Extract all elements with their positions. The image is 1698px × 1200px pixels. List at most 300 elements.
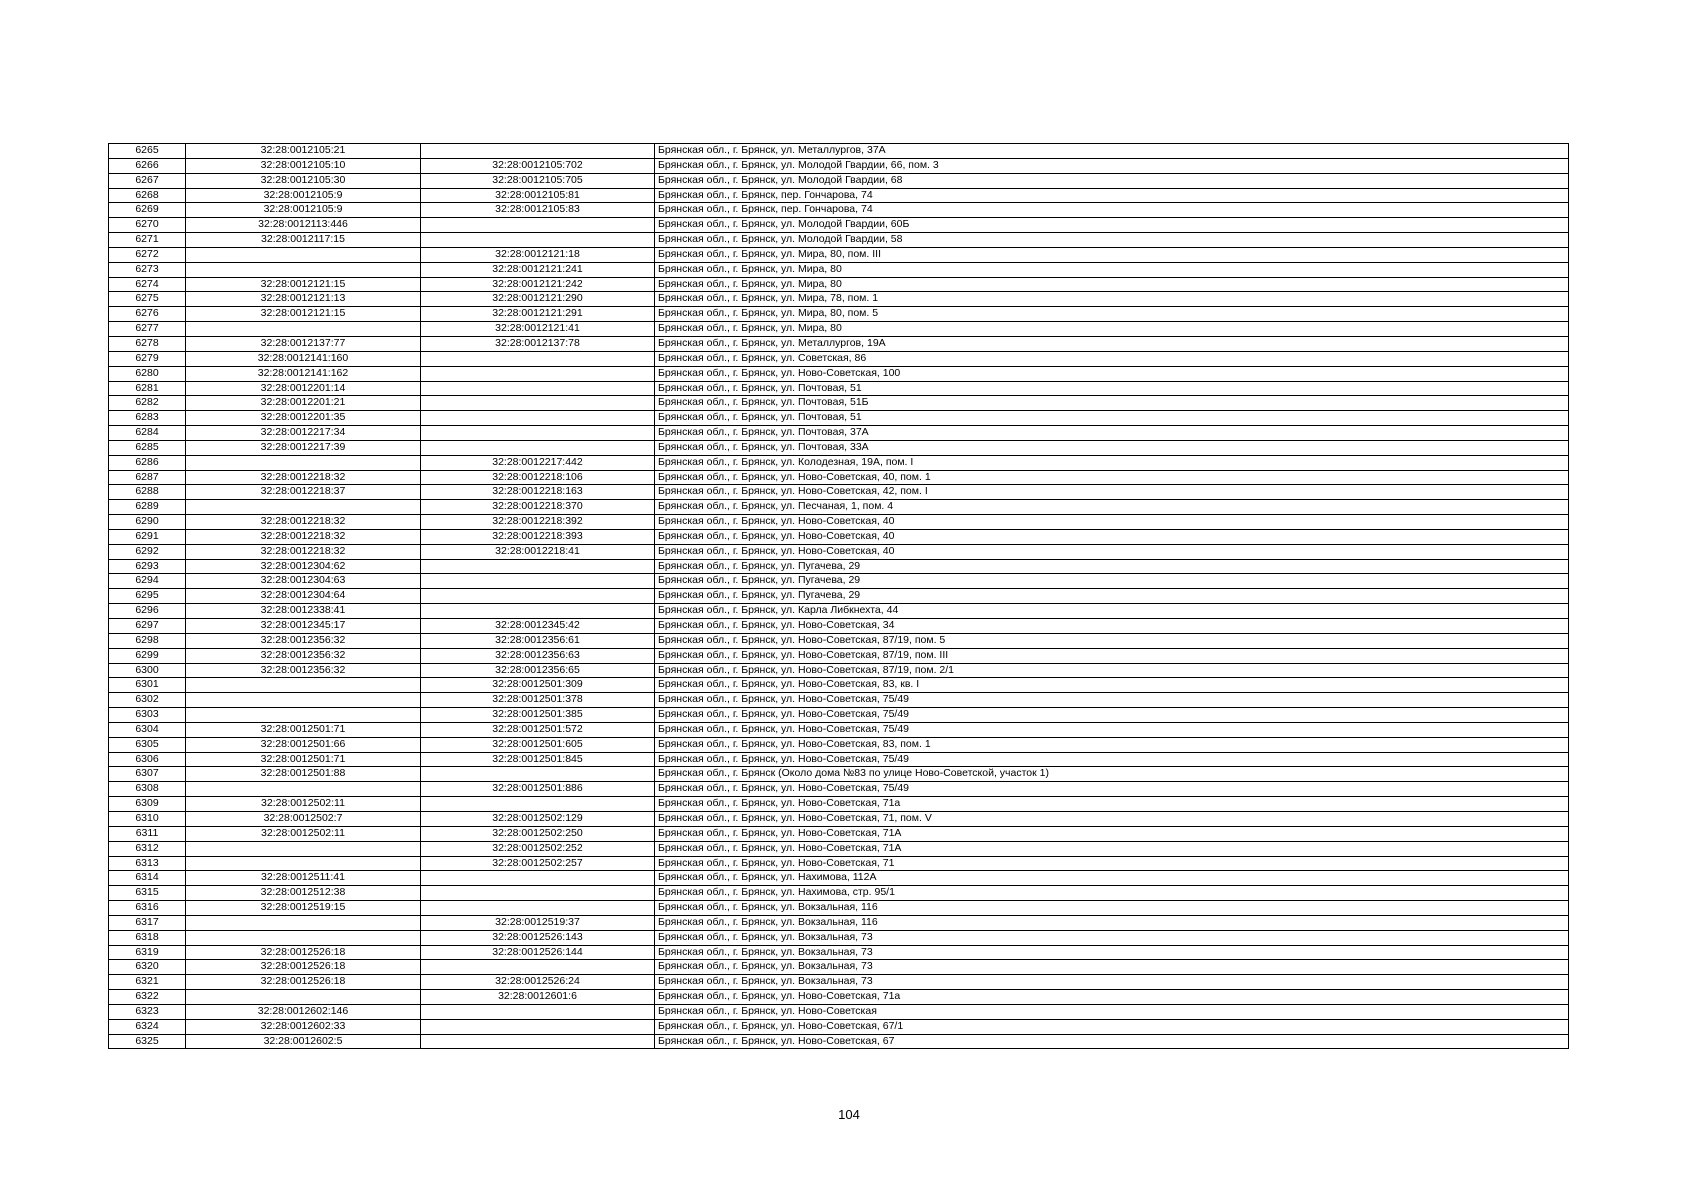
table-row	[109, 1004, 1569, 1019]
row-number-cell: 6279	[109, 351, 186, 366]
table-row	[109, 218, 1569, 233]
land-cadastral-number-cell: 32:28:0012511:41	[186, 871, 421, 886]
table-row	[109, 188, 1569, 203]
row-number-cell: 6287	[109, 470, 186, 485]
building-cadastral-number-cell	[421, 144, 655, 159]
address-cell: Брянская обл., г. Брянск, ул. Ново-Советская, 40, пом. 1	[655, 470, 1569, 485]
building-cadastral-number-cell: 32:28:0012105:81	[421, 188, 655, 203]
building-cadastral-number-cell: 32:28:0012526:143	[421, 930, 655, 945]
land-cadastral-number-cell: 32:28:0012217:39	[186, 440, 421, 455]
table-row	[109, 426, 1569, 441]
row-number-cell: 6295	[109, 589, 186, 604]
building-cadastral-number-cell	[421, 366, 655, 381]
table-row	[109, 292, 1569, 307]
land-cadastral-number-cell: 32:28:0012502:7	[186, 811, 421, 826]
land-cadastral-number-cell: 32:28:0012526:18	[186, 960, 421, 975]
land-cadastral-number-cell	[186, 455, 421, 470]
address-cell: Брянская обл., г. Брянск, ул. Вокзальная, 73	[655, 945, 1569, 960]
address-cell: Брянская обл., г. Брянск, ул. Ново-Советская, 71а	[655, 797, 1569, 812]
table-row	[109, 619, 1569, 634]
row-number-cell: 6324	[109, 1019, 186, 1034]
land-cadastral-number-cell	[186, 856, 421, 871]
address-cell: Брянская обл., г. Брянск, ул. Ново-Советская, 71А	[655, 826, 1569, 841]
row-number-cell: 6285	[109, 440, 186, 455]
row-number-cell: 6270	[109, 218, 186, 233]
address-cell: Брянская обл., г. Брянск, ул. Ново-Советская, 67	[655, 1034, 1569, 1049]
address-cell: Брянская обл., г. Брянск, ул. Ново-Советская, 87/19, пом. 5	[655, 633, 1569, 648]
land-cadastral-number-cell: 32:28:0012501:71	[186, 752, 421, 767]
building-cadastral-number-cell: 32:28:0012218:106	[421, 470, 655, 485]
address-cell: Брянская обл., г. Брянск, ул. Ново-Советская, 83, пом. 1	[655, 737, 1569, 752]
address-cell: Брянская обл., г. Брянск, ул. Советская, 86	[655, 351, 1569, 366]
table-row	[109, 1019, 1569, 1034]
land-cadastral-number-cell	[186, 693, 421, 708]
land-cadastral-number-cell: 32:28:0012512:38	[186, 886, 421, 901]
row-number-cell: 6283	[109, 411, 186, 426]
row-number-cell: 6315	[109, 886, 186, 901]
row-number-cell: 6265	[109, 144, 186, 159]
building-cadastral-number-cell: 32:28:0012501:385	[421, 708, 655, 723]
page-number: 104	[838, 1107, 860, 1122]
building-cadastral-number-cell	[421, 960, 655, 975]
address-cell: Брянская обл., г. Брянск, ул. Ново-Советская, 75/49	[655, 752, 1569, 767]
building-cadastral-number-cell: 32:28:0012105:702	[421, 158, 655, 173]
building-cadastral-number-cell: 32:28:0012121:241	[421, 262, 655, 277]
land-cadastral-number-cell: 32:28:0012201:35	[186, 411, 421, 426]
land-cadastral-number-cell: 32:28:0012141:162	[186, 366, 421, 381]
table-row	[109, 247, 1569, 262]
row-number-cell: 6301	[109, 678, 186, 693]
building-cadastral-number-cell	[421, 886, 655, 901]
row-number-cell: 6269	[109, 203, 186, 218]
table-row	[109, 648, 1569, 663]
address-cell: Брянская обл., г. Брянск, ул. Металлургов, 37А	[655, 144, 1569, 159]
land-cadastral-number-cell: 32:28:0012304:63	[186, 574, 421, 589]
table-row	[109, 752, 1569, 767]
building-cadastral-number-cell	[421, 1019, 655, 1034]
row-number-cell: 6308	[109, 782, 186, 797]
table-row	[109, 826, 1569, 841]
row-number-cell: 6325	[109, 1034, 186, 1049]
table-row	[109, 663, 1569, 678]
address-cell: Брянская обл., г. Брянск, ул. Молодой Гвардии, 68	[655, 173, 1569, 188]
table-row	[109, 782, 1569, 797]
table-row	[109, 990, 1569, 1005]
address-cell: Брянская обл., г. Брянск, ул. Молодой Гвардии, 58	[655, 233, 1569, 248]
table-row	[109, 915, 1569, 930]
address-cell: Брянская обл., г. Брянск, пер. Гончарова, 74	[655, 188, 1569, 203]
row-number-cell: 6274	[109, 277, 186, 292]
land-cadastral-number-cell: 32:28:0012526:18	[186, 975, 421, 990]
building-cadastral-number-cell: 32:28:0012356:65	[421, 663, 655, 678]
address-cell: Брянская обл., г. Брянск, ул. Мира, 80	[655, 277, 1569, 292]
row-number-cell: 6284	[109, 426, 186, 441]
land-cadastral-number-cell: 32:28:0012105:21	[186, 144, 421, 159]
row-number-cell: 6288	[109, 485, 186, 500]
row-number-cell: 6290	[109, 515, 186, 530]
land-cadastral-number-cell	[186, 247, 421, 262]
building-cadastral-number-cell: 32:28:0012137:78	[421, 336, 655, 351]
address-cell: Брянская обл., г. Брянск, ул. Колодезная, 19А, пом. I	[655, 455, 1569, 470]
building-cadastral-number-cell: 32:28:0012218:163	[421, 485, 655, 500]
building-cadastral-number-cell	[421, 901, 655, 916]
building-cadastral-number-cell	[421, 1034, 655, 1049]
land-cadastral-number-cell: 32:28:0012218:32	[186, 470, 421, 485]
land-cadastral-number-cell: 32:28:0012338:41	[186, 604, 421, 619]
land-cadastral-number-cell: 32:28:0012218:32	[186, 515, 421, 530]
land-cadastral-number-cell: 32:28:0012356:32	[186, 648, 421, 663]
table-row	[109, 455, 1569, 470]
land-cadastral-number-cell: 32:28:0012218:32	[186, 544, 421, 559]
row-number-cell: 6293	[109, 559, 186, 574]
address-cell: Брянская обл., г. Брянск, ул. Мира, 78, пом. 1	[655, 292, 1569, 307]
land-cadastral-number-cell	[186, 782, 421, 797]
land-cadastral-number-cell: 32:28:0012218:37	[186, 485, 421, 500]
land-cadastral-number-cell	[186, 262, 421, 277]
address-cell: Брянская обл., г. Брянск, ул. Ново-Советская, 87/19, пом. III	[655, 648, 1569, 663]
address-cell: Брянская обл., г. Брянск, ул. Вокзальная, 73	[655, 960, 1569, 975]
address-cell: Брянская обл., г. Брянск, ул. Карла Либкнехта, 44	[655, 604, 1569, 619]
land-cadastral-number-cell	[186, 708, 421, 723]
row-number-cell: 6316	[109, 901, 186, 916]
building-cadastral-number-cell: 32:28:0012218:392	[421, 515, 655, 530]
table-row	[109, 500, 1569, 515]
land-cadastral-number-cell: 32:28:0012218:32	[186, 529, 421, 544]
table-row	[109, 366, 1569, 381]
land-cadastral-number-cell: 32:28:0012356:32	[186, 663, 421, 678]
row-number-cell: 6267	[109, 173, 186, 188]
building-cadastral-number-cell: 32:28:0012218:41	[421, 544, 655, 559]
building-cadastral-number-cell: 32:28:0012502:252	[421, 841, 655, 856]
table-row	[109, 737, 1569, 752]
address-cell: Брянская обл., г. Брянск, ул. Почтовая, 33А	[655, 440, 1569, 455]
land-cadastral-number-cell: 32:28:0012602:5	[186, 1034, 421, 1049]
table-row	[109, 322, 1569, 337]
address-cell: Брянская обл., г. Брянск, ул. Ново-Советская, 42, пом. I	[655, 485, 1569, 500]
building-cadastral-number-cell	[421, 871, 655, 886]
row-number-cell: 6271	[109, 233, 186, 248]
address-cell: Брянская обл., г. Брянск, ул. Ново-Советская, 34	[655, 619, 1569, 634]
table-row	[109, 529, 1569, 544]
building-cadastral-number-cell	[421, 440, 655, 455]
table-row	[109, 886, 1569, 901]
table-row	[109, 604, 1569, 619]
row-number-cell: 6323	[109, 1004, 186, 1019]
row-number-cell: 6282	[109, 396, 186, 411]
address-cell: Брянская обл., г. Брянск, ул. Ново-Советская, 40	[655, 515, 1569, 530]
table-row	[109, 381, 1569, 396]
land-cadastral-number-cell: 32:28:0012117:15	[186, 233, 421, 248]
address-cell: Брянская обл., г. Брянск, ул. Ново-Советская	[655, 1004, 1569, 1019]
table-row	[109, 411, 1569, 426]
address-cell: Брянская обл., г. Брянск, ул. Мира, 80	[655, 322, 1569, 337]
row-number-cell: 6275	[109, 292, 186, 307]
row-number-cell: 6298	[109, 633, 186, 648]
building-cadastral-number-cell: 32:28:0012502:257	[421, 856, 655, 871]
table-row	[109, 277, 1569, 292]
address-cell: Брянская обл., г. Брянск, ул. Вокзальная, 73	[655, 930, 1569, 945]
table-row	[109, 485, 1569, 500]
land-cadastral-number-cell	[186, 915, 421, 930]
table-row	[109, 396, 1569, 411]
land-cadastral-number-cell: 32:28:0012217:34	[186, 426, 421, 441]
table-row	[109, 440, 1569, 455]
building-cadastral-number-cell	[421, 351, 655, 366]
row-number-cell: 6300	[109, 663, 186, 678]
row-number-cell: 6314	[109, 871, 186, 886]
table-row	[109, 797, 1569, 812]
table-row	[109, 544, 1569, 559]
row-number-cell: 6317	[109, 915, 186, 930]
row-number-cell: 6306	[109, 752, 186, 767]
building-cadastral-number-cell	[421, 574, 655, 589]
table-row	[109, 945, 1569, 960]
land-cadastral-number-cell: 32:28:0012356:32	[186, 633, 421, 648]
address-cell: Брянская обл., г. Брянск, ул. Ново-Советская, 75/49	[655, 782, 1569, 797]
table-row	[109, 144, 1569, 159]
land-cadastral-number-cell: 32:28:0012304:64	[186, 589, 421, 604]
address-cell: Брянская обл., г. Брянск, ул. Ново-Советская, 87/19, пом. 2/1	[655, 663, 1569, 678]
land-cadastral-number-cell: 32:28:0012519:15	[186, 901, 421, 916]
row-number-cell: 6296	[109, 604, 186, 619]
table-row	[109, 960, 1569, 975]
table-row	[109, 1034, 1569, 1049]
land-cadastral-number-cell: 32:28:0012602:146	[186, 1004, 421, 1019]
land-cadastral-number-cell: 32:28:0012501:71	[186, 722, 421, 737]
table-body	[109, 144, 1569, 1049]
address-cell: Брянская обл., г. Брянск (Около дома №83 по улице Ново-Советской, участок 1)	[655, 767, 1569, 782]
land-cadastral-number-cell: 32:28:0012602:33	[186, 1019, 421, 1034]
land-cadastral-number-cell: 32:28:0012105:9	[186, 203, 421, 218]
land-cadastral-number-cell: 32:28:0012105:30	[186, 173, 421, 188]
address-cell: Брянская обл., г. Брянск, ул. Молодой Гвардии, 60Б	[655, 218, 1569, 233]
table-row	[109, 515, 1569, 530]
building-cadastral-number-cell: 32:28:0012218:393	[421, 529, 655, 544]
address-cell: Брянская обл., г. Брянск, ул. Ново-Советская, 40	[655, 544, 1569, 559]
land-cadastral-number-cell: 32:28:0012113:446	[186, 218, 421, 233]
building-cadastral-number-cell	[421, 589, 655, 604]
building-cadastral-number-cell: 32:28:0012501:378	[421, 693, 655, 708]
row-number-cell: 6286	[109, 455, 186, 470]
address-cell: Брянская обл., г. Брянск, ул. Почтовая, 37А	[655, 426, 1569, 441]
building-cadastral-number-cell	[421, 411, 655, 426]
row-number-cell: 6305	[109, 737, 186, 752]
land-cadastral-number-cell	[186, 322, 421, 337]
land-cadastral-number-cell: 32:28:0012141:160	[186, 351, 421, 366]
land-cadastral-number-cell: 32:28:0012121:15	[186, 307, 421, 322]
address-cell: Брянская обл., г. Брянск, ул. Ново-Советская, 40	[655, 529, 1569, 544]
building-cadastral-number-cell: 32:28:0012121:242	[421, 277, 655, 292]
building-cadastral-number-cell: 32:28:0012121:18	[421, 247, 655, 262]
address-cell: Брянская обл., г. Брянск, ул. Ново-Советская, 100	[655, 366, 1569, 381]
row-number-cell: 6307	[109, 767, 186, 782]
land-cadastral-number-cell: 32:28:0012201:14	[186, 381, 421, 396]
row-number-cell: 6292	[109, 544, 186, 559]
table-row	[109, 262, 1569, 277]
row-number-cell: 6266	[109, 158, 186, 173]
table-row	[109, 470, 1569, 485]
row-number-cell: 6276	[109, 307, 186, 322]
table-row	[109, 767, 1569, 782]
building-cadastral-number-cell: 32:28:0012356:61	[421, 633, 655, 648]
building-cadastral-number-cell	[421, 381, 655, 396]
table-row	[109, 589, 1569, 604]
row-number-cell: 6303	[109, 708, 186, 723]
address-cell: Брянская обл., г. Брянск, ул. Мира, 80	[655, 262, 1569, 277]
building-cadastral-number-cell: 32:28:0012105:705	[421, 173, 655, 188]
address-cell: Брянская обл., г. Брянск, ул. Песчаная, 1, пом. 4	[655, 500, 1569, 515]
table-row	[109, 722, 1569, 737]
row-number-cell: 6278	[109, 336, 186, 351]
table-row	[109, 173, 1569, 188]
building-cadastral-number-cell: 32:28:0012526:144	[421, 945, 655, 960]
row-number-cell: 6281	[109, 381, 186, 396]
table-row	[109, 811, 1569, 826]
row-number-cell: 6309	[109, 797, 186, 812]
table-row	[109, 693, 1569, 708]
row-number-cell: 6280	[109, 366, 186, 381]
address-cell: Брянская обл., г. Брянск, ул. Ново-Советская, 71А	[655, 841, 1569, 856]
row-number-cell: 6289	[109, 500, 186, 515]
address-cell: Брянская обл., г. Брянск, ул. Пугачева, 29	[655, 574, 1569, 589]
land-cadastral-number-cell: 32:28:0012502:11	[186, 797, 421, 812]
building-cadastral-number-cell: 32:28:0012501:572	[421, 722, 655, 737]
land-cadastral-number-cell	[186, 990, 421, 1005]
row-number-cell: 6297	[109, 619, 186, 634]
address-cell: Брянская обл., г. Брянск, ул. Почтовая, 51Б	[655, 396, 1569, 411]
row-number-cell: 6294	[109, 574, 186, 589]
row-number-cell: 6320	[109, 960, 186, 975]
land-cadastral-number-cell: 32:28:0012201:21	[186, 396, 421, 411]
building-cadastral-number-cell: 32:28:0012502:129	[421, 811, 655, 826]
row-number-cell: 6321	[109, 975, 186, 990]
building-cadastral-number-cell	[421, 767, 655, 782]
row-number-cell: 6302	[109, 693, 186, 708]
table-row	[109, 708, 1569, 723]
land-cadastral-number-cell: 32:28:0012137:77	[186, 336, 421, 351]
address-cell: Брянская обл., г. Брянск, ул. Мира, 80, пом. III	[655, 247, 1569, 262]
land-cadastral-number-cell: 32:28:0012526:18	[186, 945, 421, 960]
land-cadastral-number-cell: 32:28:0012501:88	[186, 767, 421, 782]
address-cell: Брянская обл., г. Брянск, ул. Молодой Гвардии, 66, пом. 3	[655, 158, 1569, 173]
land-cadastral-number-cell	[186, 930, 421, 945]
land-cadastral-number-cell: 32:28:0012105:9	[186, 188, 421, 203]
land-cadastral-number-cell: 32:28:0012345:17	[186, 619, 421, 634]
row-number-cell: 6277	[109, 322, 186, 337]
land-cadastral-number-cell: 32:28:0012502:11	[186, 826, 421, 841]
land-cadastral-number-cell: 32:28:0012501:66	[186, 737, 421, 752]
land-cadastral-number-cell	[186, 678, 421, 693]
row-number-cell: 6319	[109, 945, 186, 960]
table-row	[109, 351, 1569, 366]
building-cadastral-number-cell: 32:28:0012501:886	[421, 782, 655, 797]
row-number-cell: 6273	[109, 262, 186, 277]
building-cadastral-number-cell: 32:28:0012217:442	[421, 455, 655, 470]
building-cadastral-number-cell: 32:28:0012501:309	[421, 678, 655, 693]
address-cell: Брянская обл., г. Брянск, ул. Ново-Советская, 71а	[655, 990, 1569, 1005]
address-cell: Брянская обл., г. Брянск, ул. Пугачева, 29	[655, 559, 1569, 574]
address-cell: Брянская обл., г. Брянск, ул. Почтовая, 51	[655, 411, 1569, 426]
row-number-cell: 6311	[109, 826, 186, 841]
address-cell: Брянская обл., г. Брянск, ул. Вокзальная, 116	[655, 901, 1569, 916]
address-cell: Брянская обл., г. Брянск, ул. Ново-Советская, 67/1	[655, 1019, 1569, 1034]
address-cell: Брянская обл., г. Брянск, пер. Гончарова, 74	[655, 203, 1569, 218]
table-row	[109, 336, 1569, 351]
row-number-cell: 6318	[109, 930, 186, 945]
building-cadastral-number-cell: 32:28:0012345:42	[421, 619, 655, 634]
land-cadastral-number-cell	[186, 500, 421, 515]
building-cadastral-number-cell: 32:28:0012218:370	[421, 500, 655, 515]
building-cadastral-number-cell: 32:28:0012601:6	[421, 990, 655, 1005]
building-cadastral-number-cell: 32:28:0012105:83	[421, 203, 655, 218]
land-cadastral-number-cell: 32:28:0012105:10	[186, 158, 421, 173]
table-row	[109, 158, 1569, 173]
row-number-cell: 6310	[109, 811, 186, 826]
row-number-cell: 6291	[109, 529, 186, 544]
land-cadastral-number-cell: 32:28:0012121:15	[186, 277, 421, 292]
address-cell: Брянская обл., г. Брянск, ул. Нахимова, стр. 95/1	[655, 886, 1569, 901]
building-cadastral-number-cell: 32:28:0012501:605	[421, 737, 655, 752]
row-number-cell: 6268	[109, 188, 186, 203]
address-cell: Брянская обл., г. Брянск, ул. Ново-Советская, 75/49	[655, 693, 1569, 708]
building-cadastral-number-cell: 32:28:0012501:845	[421, 752, 655, 767]
table-row	[109, 203, 1569, 218]
table-row	[109, 307, 1569, 322]
address-cell: Брянская обл., г. Брянск, ул. Ново-Советская, 71, пом. V	[655, 811, 1569, 826]
building-cadastral-number-cell: 32:28:0012121:41	[421, 322, 655, 337]
building-cadastral-number-cell	[421, 426, 655, 441]
address-cell: Брянская обл., г. Брянск, ул. Вокзальная, 116	[655, 915, 1569, 930]
building-cadastral-number-cell: 32:28:0012519:37	[421, 915, 655, 930]
row-number-cell: 6313	[109, 856, 186, 871]
building-cadastral-number-cell: 32:28:0012121:291	[421, 307, 655, 322]
table-row	[109, 633, 1569, 648]
address-cell: Брянская обл., г. Брянск, ул. Ново-Советская, 75/49	[655, 708, 1569, 723]
address-cell: Брянская обл., г. Брянск, ул. Ново-Советская, 71	[655, 856, 1569, 871]
table-row	[109, 841, 1569, 856]
property-table	[108, 143, 1569, 1049]
building-cadastral-number-cell	[421, 396, 655, 411]
building-cadastral-number-cell	[421, 218, 655, 233]
table-row	[109, 233, 1569, 248]
row-number-cell: 6312	[109, 841, 186, 856]
building-cadastral-number-cell: 32:28:0012526:24	[421, 975, 655, 990]
address-cell: Брянская обл., г. Брянск, ул. Пугачева, 29	[655, 589, 1569, 604]
address-cell: Брянская обл., г. Брянск, ул. Вокзальная, 73	[655, 975, 1569, 990]
building-cadastral-number-cell	[421, 1004, 655, 1019]
address-cell: Брянская обл., г. Брянск, ул. Мира, 80, пом. 5	[655, 307, 1569, 322]
building-cadastral-number-cell	[421, 797, 655, 812]
land-cadastral-number-cell: 32:28:0012121:13	[186, 292, 421, 307]
row-number-cell: 6299	[109, 648, 186, 663]
row-number-cell: 6304	[109, 722, 186, 737]
table-row	[109, 559, 1569, 574]
building-cadastral-number-cell: 32:28:0012121:290	[421, 292, 655, 307]
table-row	[109, 678, 1569, 693]
table-row	[109, 574, 1569, 589]
building-cadastral-number-cell	[421, 233, 655, 248]
address-cell: Брянская обл., г. Брянск, ул. Ново-Советская, 83, кв. I	[655, 678, 1569, 693]
row-number-cell: 6272	[109, 247, 186, 262]
table-row	[109, 871, 1569, 886]
row-number-cell: 6322	[109, 990, 186, 1005]
building-cadastral-number-cell	[421, 559, 655, 574]
land-cadastral-number-cell: 32:28:0012304:62	[186, 559, 421, 574]
address-cell: Брянская обл., г. Брянск, ул. Металлургов, 19А	[655, 336, 1569, 351]
address-cell: Брянская обл., г. Брянск, ул. Почтовая, 51	[655, 381, 1569, 396]
address-cell: Брянская обл., г. Брянск, ул. Нахимова, 112А	[655, 871, 1569, 886]
building-cadastral-number-cell	[421, 604, 655, 619]
